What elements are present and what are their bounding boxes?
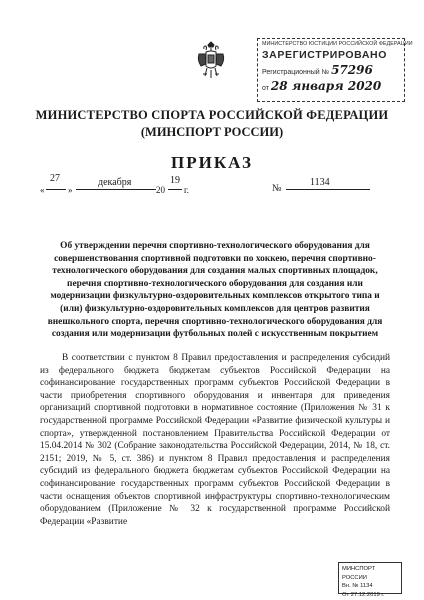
stamp-reg-number: 57296 [331,63,373,77]
ministry-short-name: (МИНСПОРТ РОССИИ) [140,125,284,139]
reg-box-line-2: Вн. № 1134 [342,583,373,589]
internal-registration-box [338,562,402,598]
stamp-date-row [262,79,400,93]
order-day: 27 [50,173,60,184]
date-quote-close: » [68,185,73,195]
stamp-date-value: 28 января 2020 [270,79,382,93]
document-type-title: ПРИКАЗ [171,153,253,172]
reg-box-line-1: МИНСПОРТ РОССИИ [342,566,376,581]
order-year: 19 [170,175,180,186]
body-paragraph: В соответствии с пунктом 8 Правил предоставления и распределения субсидий из федерального бюджета бюджетам субъектов Российской Федерации на софинансирование государственных программ субъектов Российской Федерации в части приобретения спортивного оборудования и инвентаря для приведения организаций спортивной подготовки в нормативное состояние (Приложения № 31 к государственной программе Российской Федерации «Развитие физической культуры и спорта», утвержденной постановлением Правительства Российской Федерации от 15.04.2014 № 302 (Собрание законодательства Российской Федерации, 2014, № 18, ст. 2151; 2019, № 5, ст. 386) и пунктом 8 Правил предоставления и распределения субсидий из федерального бюджета бюджетам субъектов Российской Федерации на софинансирование государственных программ субъектов Российской Федерации в части оснащения объектов спортивной инфраструктуры спортивно-технологическим оборудованием (Приложение № 32 к государственной программе Российской Федерации «Развитие [40,353,390,527]
stamp-reg-row [262,63,400,77]
stamp-ministry: МИНИСТЕРСТВО ЮСТИЦИИ РОССИЙСКОЙ ФЕДЕРАЦИИ [262,41,413,47]
stamp-reg-label: Регистрационный № [262,69,330,76]
stamp-date-prefix: от [262,85,269,92]
year-prefix: 20 [156,185,165,195]
reg-box-line-3: От 27.12.2019 г. [342,591,385,598]
registration-stamp [257,38,413,102]
order-subject: Об утверждении перечня спортивно-технологического оборудования для совершенствования спортивной подготовки по хоккею, перечня спортивно-технологического оборудования для создания малых спортивных площадок, перечня спортивно-технологического оборудования для создания или модернизации физкультурно-оздоровительных комплексов открытого типа и (или) физкультурно-оздоровительных комплексов для центров развития внешкольного спорта, перечня спортивно-технологического оборудования для создания или модернизации футбольных полей с искусственным покрытием [47,241,383,340]
day-underline [46,189,66,190]
order-number-sign: № [272,183,282,194]
coat-of-arms-emblem [195,40,227,82]
number-underline [286,189,370,190]
ministry-title: МИНИСТЕРСТВО СПОРТА РОССИЙСКОЙ ФЕДЕРАЦИИ [35,108,389,122]
year-underline [168,189,182,190]
order-month: декабря [98,177,132,188]
stamp-status: ЗАРЕГИСТРИРОВАНО [262,49,387,61]
year-suffix: г. [184,185,189,195]
date-quote-open: « [40,185,45,195]
order-number: 1134 [310,177,330,188]
order-date-number-line [40,173,390,201]
order-body [40,352,390,528]
month-underline [76,189,156,190]
